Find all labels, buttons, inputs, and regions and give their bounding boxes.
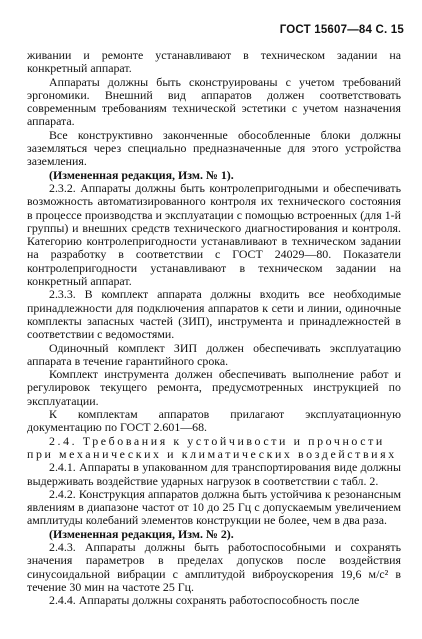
section-heading: 2.4. Требования к устойчивости и прочности при механических и климатических воздействиях <box>27 433 397 461</box>
edition-note: (Измененная редакция, Изм. № 2). <box>49 526 234 541</box>
paragraph: Аппараты должны быть сконструированы с учетом требований эргономики. Внешний вид аппаратов должен соответствовать современным требованиям технической эстетики с учетом назначения аппарата. <box>27 74 401 129</box>
document-body <box>27 49 401 607</box>
paragraph: 2.4.1. Аппараты в упакованном для транспортирования виде должны выдерживать воздействие ударных нагрузок в соответствии с табл. 2. <box>27 460 401 488</box>
paragraph: 2.4.4. Аппараты должны сохранять работоспособность после <box>49 593 360 608</box>
paragraph: Комплект инструмента должен обеспечивать выполнение работ и регулировок текущего ремонта, предусмотренных инструкцией по эксплуатации. <box>27 367 401 408</box>
paragraph: 2.3.3. В комплект аппарата должны входить все необходимые принадлежности для подключения аппаратов к сети и линии, одиночные комплекты запасных частей (ЗИП), инструмента и принадлежностей в соответствии с ведомостями. <box>27 287 401 342</box>
page-header: ГОСТ 15607—84 С. 15 <box>279 24 404 36</box>
edition-note: (Измененная редакция, Изм. № 1). <box>49 167 234 182</box>
paragraph: К комплектам аппаратов прилагают эксплуатационную документацию по ГОСТ 2.601—68. <box>27 407 401 435</box>
paragraph: 2.3.2. Аппараты должны быть контролепригодными и обеспечивать возможность автоматизированного контроля их технического состояния в процессе производства и эксплуатации с помощью встроенных (для 1-й группы) и внешних средств технического диагностирования и контроля. Категорию контролепригодности устанавливают в техническом задании на разработку в соответствии с ГОСТ 24029—80. Показатели контролепригодности устанавливают в техническом задании на конкретный аппарат. <box>27 180 401 289</box>
paragraph: 2.4.3. Аппараты должны быть работоспособными и сохранять значения параметров в пределах допусков после воздействия синусоидальной вибрации с амплитудой виброускорения 19,6 м/с² в течение 30 мин на частоте 25 Гц. <box>27 539 401 594</box>
paragraph-continuation: живании и ремонте устанавливают в техническом задании на конкретный аппарат. <box>27 48 401 76</box>
paragraph: Одиночный комплект ЗИП должен обеспечивать эксплуатацию аппарата в течение гарантийного срока. <box>27 340 401 368</box>
paragraph: 2.4.2. Конструкция аппаратов должна быть устойчива к резонансным явлениям в диапазоне частот от 10 до 25 Гц с допускаемым увеличением амплитуды колебаний элементов конструкции не более, чем в два раза. <box>27 486 401 528</box>
paragraph: Все конструктивно законченные обособленные блоки должны заземляться через специально предназначенные для этого устройства заземления. <box>27 127 401 169</box>
